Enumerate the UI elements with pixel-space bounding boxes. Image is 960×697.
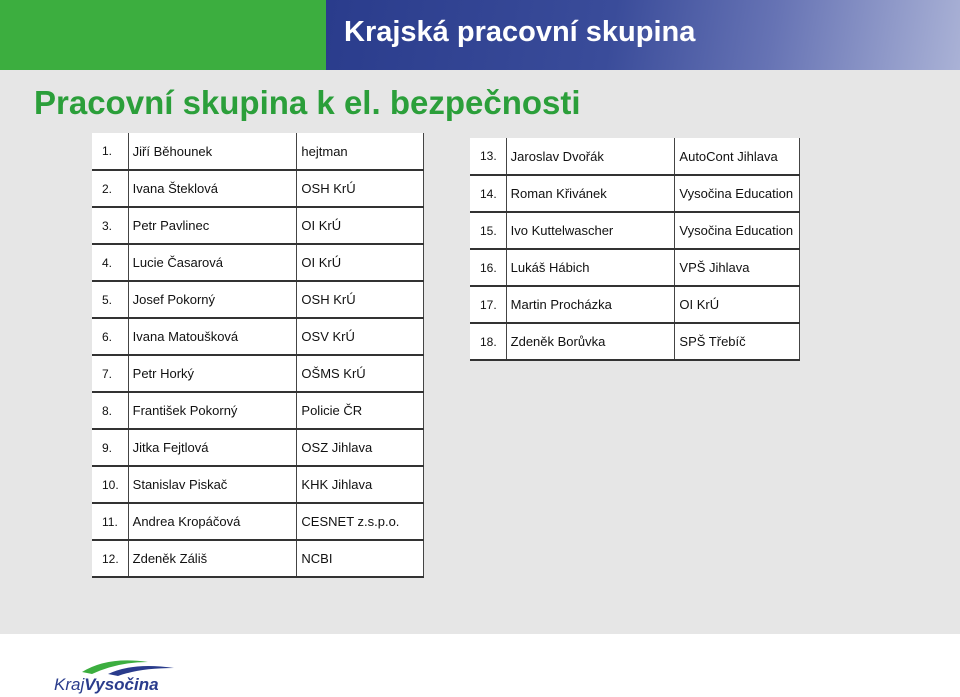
header-title: Krajská pracovní skupina [344,16,696,48]
member-name: Stanislav Piskač [128,466,297,503]
table-row [92,133,424,170]
row-number: 15. [470,212,506,249]
table-row [92,355,424,392]
member-name: František Pokorný [128,392,297,429]
member-name: Lukáš Hábich [506,249,675,286]
member-name: Lucie Časarová [128,244,297,281]
row-number: 18. [470,323,506,360]
member-name: Zdeněk Záliš [128,540,297,577]
row-number: 12. [92,540,128,577]
member-name: Ivana Šteklová [128,170,297,207]
member-name: Zdeněk Borůvka [506,323,675,360]
member-org: OI KrÚ [297,244,424,281]
logo-text-kraj: Kraj [54,675,85,694]
table-row [92,244,424,281]
row-number: 13. [470,138,506,175]
member-name: Petr Pavlinec [128,207,297,244]
member-org: Vysočina Education [675,175,800,212]
table-row [92,503,424,540]
member-org: AutoCont Jihlava [675,138,800,175]
member-org: VPŠ Jihlava [675,249,800,286]
table-row [92,466,424,503]
member-name: Roman Křivánek [506,175,675,212]
member-org: OI KrÚ [675,286,800,323]
member-name: Andrea Kropáčová [128,503,297,540]
table-row [92,429,424,466]
header-green-band [0,0,326,70]
member-org: OI KrÚ [297,207,424,244]
table-row [470,175,800,212]
row-number: 5. [92,281,128,318]
row-number: 1. [92,133,128,170]
member-org: SPŠ Třebíč [675,323,800,360]
table-row [470,212,800,249]
member-org: OSH KrÚ [297,170,424,207]
table-row [470,323,800,360]
row-number: 11. [92,503,128,540]
table-row [470,286,800,323]
member-org: OSV KrÚ [297,318,424,355]
member-name: Petr Horký [128,355,297,392]
row-number: 16. [470,249,506,286]
member-org: OSH KrÚ [297,281,424,318]
row-number: 2. [92,170,128,207]
table-row [92,540,424,577]
member-name: Jitka Fejtlová [128,429,297,466]
table-row [92,392,424,429]
row-number: 10. [92,466,128,503]
member-org: NCBI [297,540,424,577]
row-number: 17. [470,286,506,323]
table-row [92,318,424,355]
member-org: hejtman [297,133,424,170]
row-number: 3. [92,207,128,244]
row-number: 9. [92,429,128,466]
member-org: CESNET z.s.p.o. [297,503,424,540]
member-org: OŠMS KrÚ [297,355,424,392]
member-name: Jiří Běhounek [128,133,297,170]
member-name: Josef Pokorný [128,281,297,318]
members-table-left [92,133,424,578]
members-table-right [470,138,800,361]
member-org: Policie ČR [297,392,424,429]
page-title: Pracovní skupina k el. bezpečnosti [34,84,581,121]
table-row [92,170,424,207]
logo-text-vysocina: Vysočina [84,675,159,694]
table-row [470,138,800,175]
member-name: Martin Procházka [506,286,675,323]
row-number: 8. [92,392,128,429]
member-name: Ivana Matoušková [128,318,297,355]
member-org: Vysočina Education [675,212,800,249]
table-row [470,249,800,286]
row-number: 14. [470,175,506,212]
row-number: 7. [92,355,128,392]
row-number: 4. [92,244,128,281]
member-org: OSZ Jihlava [297,429,424,466]
table-row [92,207,424,244]
row-number: 6. [92,318,128,355]
member-name: Ivo Kuttelwascher [506,212,675,249]
member-org: KHK Jihlava [297,466,424,503]
member-name: Jaroslav Dvořák [506,138,675,175]
table-row [92,281,424,318]
